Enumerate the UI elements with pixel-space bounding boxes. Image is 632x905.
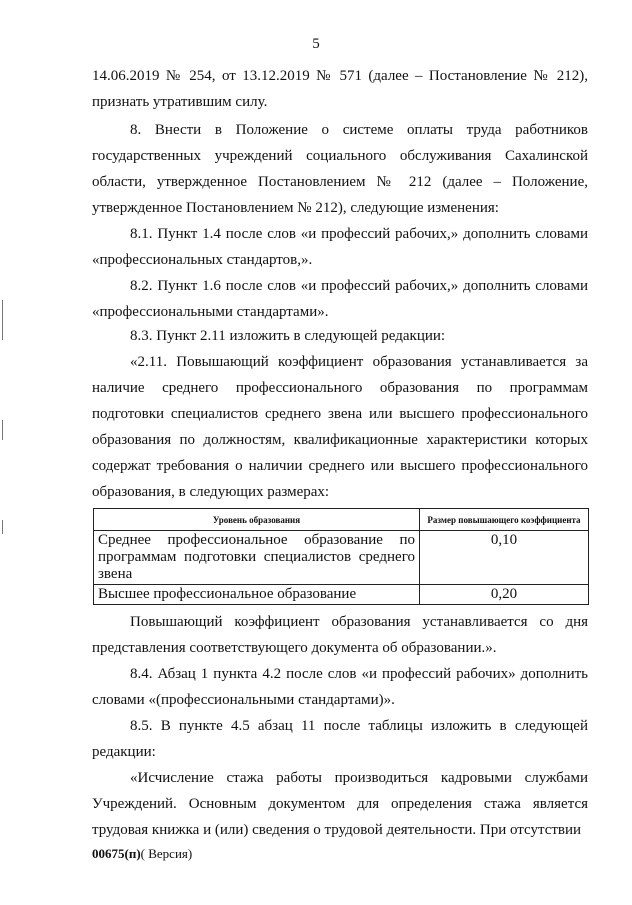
scan-mark (2, 420, 3, 440)
paragraph-quote-2-11: «2.11. Повышающий коэффициент образования устанавливается за наличие среднего профессионального образования по программам подготовки специалистов среднего звена или высшего профессионального образования по должностям, квалификационные характеристики которых содержат требования о наличии среднего или высшего профессионального образования, в следующих размерах: (92, 354, 588, 500)
table-cell-value: 0,20 (420, 585, 589, 605)
paragraph-item-8-5: 8.5. В пункте 4.5 абзац 11 после таблицы изложить в следующей редакции: (92, 718, 588, 760)
paragraph-item-8: 8. Внести в Положение о системе оплаты труда работников государственных учреждений социального обслуживания Сахалинской области, утвержденное Постановлением № 212 (далее – Положение, утвержденное Постановлением № 212), следующие изменения: (92, 122, 588, 216)
paragraph-coefficient-note: Повышающий коэффициент образования устанавливается со дня представления соответствующего документа об образовании.». (92, 614, 588, 656)
table-cell-level: Среднее профессиональное образование по программам подготовки специалистов среднего звена (94, 531, 420, 585)
coefficient-table (93, 508, 589, 605)
table-cell-value: 0,10 (420, 531, 589, 585)
footer-code: 00675(п) (92, 846, 141, 861)
table-header-row (94, 509, 589, 531)
table-cell-level: Высшее профессиональное образование (94, 585, 420, 605)
paragraph-item-8-4: 8.4. Абзац 1 пункта 4.2 после слов «и профессий рабочих» дополнить словами «(профессиональными стандартами)». (92, 666, 588, 708)
footer (92, 846, 192, 862)
scan-mark (2, 300, 3, 340)
footer-version: ( Версия) (140, 846, 193, 861)
paragraph-item-8-3: 8.3. Пункт 2.11 изложить в следующей редакции: (130, 328, 446, 344)
paragraph-item-8-2: 8.2. Пункт 1.6 после слов «и профессий рабочих,» дополнить словами «профессиональными стандартами». (92, 278, 588, 320)
paragraph-item-8-1: 8.1. Пункт 1.4 после слов «и профессий рабочих,» дополнить словами «профессиональных стандартов,». (92, 226, 588, 268)
table-row (94, 585, 589, 605)
table-row (94, 531, 589, 585)
paragraph-quote-seniority: «Исчисление стажа работы производиться кадровыми службами Учреждений. Основным документом для определения стажа является трудовая книжка и (или) сведения о трудовой деятельности. При отсутствии (92, 770, 588, 838)
page-number: 5 (312, 36, 320, 52)
scan-mark (2, 520, 3, 534)
header-coefficient: Размер повышающего коэффициента (420, 509, 589, 531)
paragraph-continuation: 14.06.2019 № 254, от 13.12.2019 № 571 (далее – Постановление № 212), признать утратившим силу. (92, 68, 588, 110)
header-education-level: Уровень образования (94, 509, 420, 531)
